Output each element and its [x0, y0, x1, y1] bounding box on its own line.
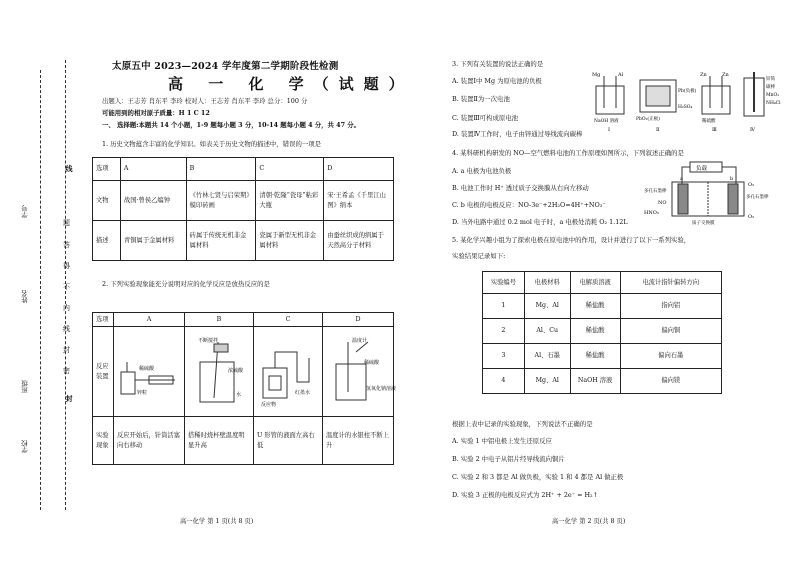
q1-cell: 《竹林七贤与启荣期》模印砖画 — [186, 181, 256, 221]
margin-marker-seal: 封 — [65, 395, 74, 403]
footer-right: 高一化学 第 2 页(共 8 页) — [552, 518, 626, 525]
label-graphite-left: 多孔石墨棒 — [644, 189, 667, 194]
label-thermometer: 温度计 — [352, 337, 368, 344]
q5-cell: Al、Cu — [524, 319, 570, 344]
q5-option-b: B. 实验 2 中电子从铝片经导线流向铜片 — [452, 455, 565, 463]
label-load: 负载 — [696, 166, 708, 172]
margin-marker-line: 线 — [65, 165, 74, 173]
q1-row — [93, 221, 394, 261]
q2-cell: B — [185, 313, 254, 327]
q1-cell: 文物 — [93, 181, 121, 221]
q5-stem-2: 实验结果记录如下: — [452, 252, 506, 260]
q5-cell: 1 — [483, 294, 525, 319]
q4-option-b: B. 电池工作时 H⁺ 透过质子交换膜从右向左移动 — [452, 184, 589, 192]
label-zn2: Zn — [722, 72, 729, 78]
q5-cell: NaOH 溶液 — [570, 369, 620, 394]
label-conc-acid: 浓硫酸 — [228, 367, 244, 374]
q5-cell: 2 — [483, 319, 525, 344]
q5-row — [483, 369, 722, 394]
subject-title: 高 一 化 学（试题） — [168, 75, 414, 93]
q3-option-d: D. 装置Ⅳ工作时，电子由锌通过导线流向碳棒 — [452, 130, 583, 138]
q5-cell: Mg、Al — [524, 294, 570, 319]
name-label: 姓名 — [21, 290, 29, 303]
q5-row — [483, 344, 722, 369]
label-o2-out: O₂ — [748, 214, 755, 220]
label-pb: Pb(负极) — [678, 89, 697, 94]
author-line: 出题人：王志芳 肖东平 李玲 校对人：王志芳 肖东平 李玲 总分：100 分 — [102, 97, 308, 105]
q1-cell: 青铜属于金属材料 — [120, 221, 186, 261]
q5-cell: 电极材料 — [524, 272, 570, 294]
q2-cell: U 形管的液面左高右低 — [254, 417, 323, 465]
q5-cell: 3 — [483, 344, 525, 369]
q3-stem: 3. 下列有关装置的说法正确的是 — [452, 60, 544, 68]
q5-cell: 指向铝 — [620, 294, 721, 319]
q5-table — [482, 271, 722, 394]
q5-cell: 偏向镁 — [620, 369, 721, 394]
q5-cell: 稀盐酸 — [570, 319, 620, 344]
q4-option-c: C. b 电极的电极反应：NO-3e⁻+2H₂O=4H⁺+NO₃⁻ — [452, 201, 606, 209]
q2-figure-c — [254, 327, 323, 417]
q1-table — [92, 157, 394, 261]
q5-question: 根据上表中记录的实验现象，下列说法不正确的是 — [452, 420, 593, 428]
q1-cell: A — [120, 158, 186, 181]
q5-option-c: C. 实验 2 和 3 都是 Al 做负极，实验 1 和 4 都是 Al 做正极 — [452, 473, 624, 481]
q2-cell: 反应开始后，针筒活塞向右移动 — [114, 417, 185, 465]
class-label: 班级 — [21, 380, 29, 393]
q2-figure-a — [114, 327, 185, 417]
q5-stem: 5. 某化学兴趣小组为了探索电极在原电池中的作用，设计并进行了以下一系列实验， — [452, 236, 691, 244]
label-reactant: 反应物 — [261, 401, 277, 408]
label-dilute-acid: 稀硫酸 — [139, 365, 155, 372]
label-mno2: MnO₂ — [766, 93, 779, 98]
label-water: 水 — [236, 391, 242, 398]
q2-cell: C — [254, 313, 323, 327]
label-h2so4: H₂SO₄ — [678, 105, 693, 110]
label-iii: Ⅲ — [712, 127, 717, 133]
label-membrane: 质子交换膜 — [692, 221, 715, 226]
q1-header-row — [93, 158, 394, 181]
q5-cell: 电流计指针偏转方向 — [620, 272, 721, 294]
q5-cell: 4 — [483, 369, 525, 394]
label-nh4cl: NH₄Cl — [766, 101, 781, 106]
q1-row — [93, 181, 394, 221]
q1-cell: 宋·王希孟《千里江山图》绢本 — [324, 181, 394, 221]
q4-option-a: A. a 电极为电池负极 — [452, 167, 512, 175]
q2-cell: A — [114, 313, 185, 327]
seal-line-outer — [40, 70, 41, 510]
q5-cell: Mg、Al — [524, 369, 570, 394]
q1-cell: B — [186, 158, 256, 181]
label-al: Al — [618, 72, 624, 78]
q5-cell: 实验编号 — [483, 272, 525, 294]
q5-row — [483, 294, 722, 319]
q2-stem: 2. 下列实验现象能充分说明对应的化学反应是放热反应的是 — [102, 280, 270, 288]
label-dilute: 稀硫酸 — [702, 119, 716, 124]
label-zinc: 锌粒 — [137, 389, 148, 396]
q1-cell: 战国·曾侯乙编钟 — [120, 181, 186, 221]
label-pbo2: PbO₂(正极) — [636, 117, 660, 122]
school-label: 学校 — [21, 440, 29, 453]
label-mg: Mg — [592, 72, 601, 78]
q2-header-row — [93, 313, 394, 327]
q1-cell: C — [256, 158, 324, 181]
q4-stem: 4. 某科研机构研发的 NO—空气燃料电池的工作原理如图所示，下列叙述正确的是 — [452, 149, 684, 157]
q1-cell: 选项 — [93, 158, 121, 181]
q1-cell: 瓷属于新型无机非金属材料 — [256, 221, 324, 261]
q3-option-b: B. 装置Ⅱ为一次电池 — [452, 95, 510, 103]
label-electrode-a: a — [680, 176, 683, 182]
q5-header-row — [483, 272, 722, 294]
label-i: Ⅰ — [608, 127, 610, 133]
q2-figure-b — [185, 327, 254, 417]
q2-phenomenon-row — [93, 417, 394, 465]
q5-option-d: D. 实验 3 正极的电极反应式为 2H⁺ + 2e⁻ = H₂↑ — [452, 491, 598, 499]
q3-figure — [590, 68, 790, 134]
q1-cell: 由蚕丝织成的绢属于天然高分子材料 — [324, 221, 394, 261]
label-naoh-sol: NaOH 溶液 — [594, 119, 619, 124]
student-id-label: 学号 — [21, 205, 29, 218]
q2-cell: D — [323, 313, 394, 327]
q2-figure-d — [323, 327, 397, 417]
label-iv: Ⅳ — [750, 127, 755, 133]
q2-device-row — [93, 327, 394, 417]
q5-cell: Al、石墨 — [524, 344, 570, 369]
q4-option-d: D. 当外电路中通过 0.2 mol 电子时，a 电极处消耗 O₂ 1.12L — [452, 218, 628, 226]
footer-left: 高一化学 第 1 页(共 8 页) — [180, 518, 254, 525]
label-hno3: HNO₃ — [644, 210, 659, 216]
q2-cell: 搭稀时烧杯壁温度明显升高 — [185, 417, 254, 465]
q1-stem: 1. 历史文物蕴含丰富的化学知识。如表关于历史文物的描述中，错误的一项是 — [102, 140, 322, 148]
q4-figure — [640, 158, 786, 228]
q5-row — [483, 319, 722, 344]
q2-cell: 选项 — [93, 313, 114, 327]
q2-cell: 温度计的水银柱不断上升 — [323, 417, 394, 465]
q5-cell: 稀盐酸 — [570, 344, 620, 369]
q2-cell: 反应装置 — [93, 327, 114, 417]
label-red-ink: 红墨水 — [295, 389, 311, 396]
q1-cell: D — [324, 158, 394, 181]
label-o2-in: O₂ — [748, 182, 755, 188]
label-naoh: 氢氧化钠溶液 — [366, 385, 397, 392]
label-zn1: Zn — [700, 72, 707, 78]
q5-cell: 稀盐酸 — [570, 294, 620, 319]
label-carbon-rod: 碳棒 — [766, 85, 775, 90]
q2-cell: 实验现象 — [93, 417, 114, 465]
label-electrode-b: b — [730, 176, 734, 182]
q2-table — [92, 312, 397, 465]
q5-option-a: A. 实验 1 中铝电极上发生还原反应 — [452, 437, 552, 445]
section-one-heading: 一、 选择题:本题共 14 个小题，1-9 题每小题 3 分，10-14 题每小题 4 分，共 47 分。 — [102, 121, 361, 129]
q1-cell: 描述 — [93, 221, 121, 261]
label-zinc-can: 锌筒 — [766, 77, 775, 82]
atomic-mass-line: 可能用到的相对原子质量：H 1 C 12 — [102, 109, 210, 117]
label-no: NO — [658, 200, 667, 206]
q1-cell: 砖属于传统无机非金属材料 — [186, 221, 256, 261]
q5-cell: 偏向铜 — [620, 319, 721, 344]
exam-title: 太原五中 2023—2024 学年度第二学期阶段性检测 — [112, 61, 339, 72]
q1-cell: 清朝·乾隆“瓷母”粘彩大瓶 — [256, 181, 324, 221]
label-stir: 不断搅拌 — [198, 337, 219, 344]
label-graphite-right: 多孔石墨棒 — [746, 195, 769, 200]
q5-cell: 偏向石墨 — [620, 344, 721, 369]
q3-option-c: C. 装置Ⅲ可构成原电池 — [452, 114, 519, 122]
q3-option-a: A. 装置Ⅰ中 Mg 为原电池的负极 — [452, 77, 542, 85]
q5-cell: 电解质溶液 — [570, 272, 620, 294]
label-ii: Ⅱ — [656, 127, 660, 133]
label-dilute-sulfuric: 稀硫酸 — [364, 359, 380, 366]
